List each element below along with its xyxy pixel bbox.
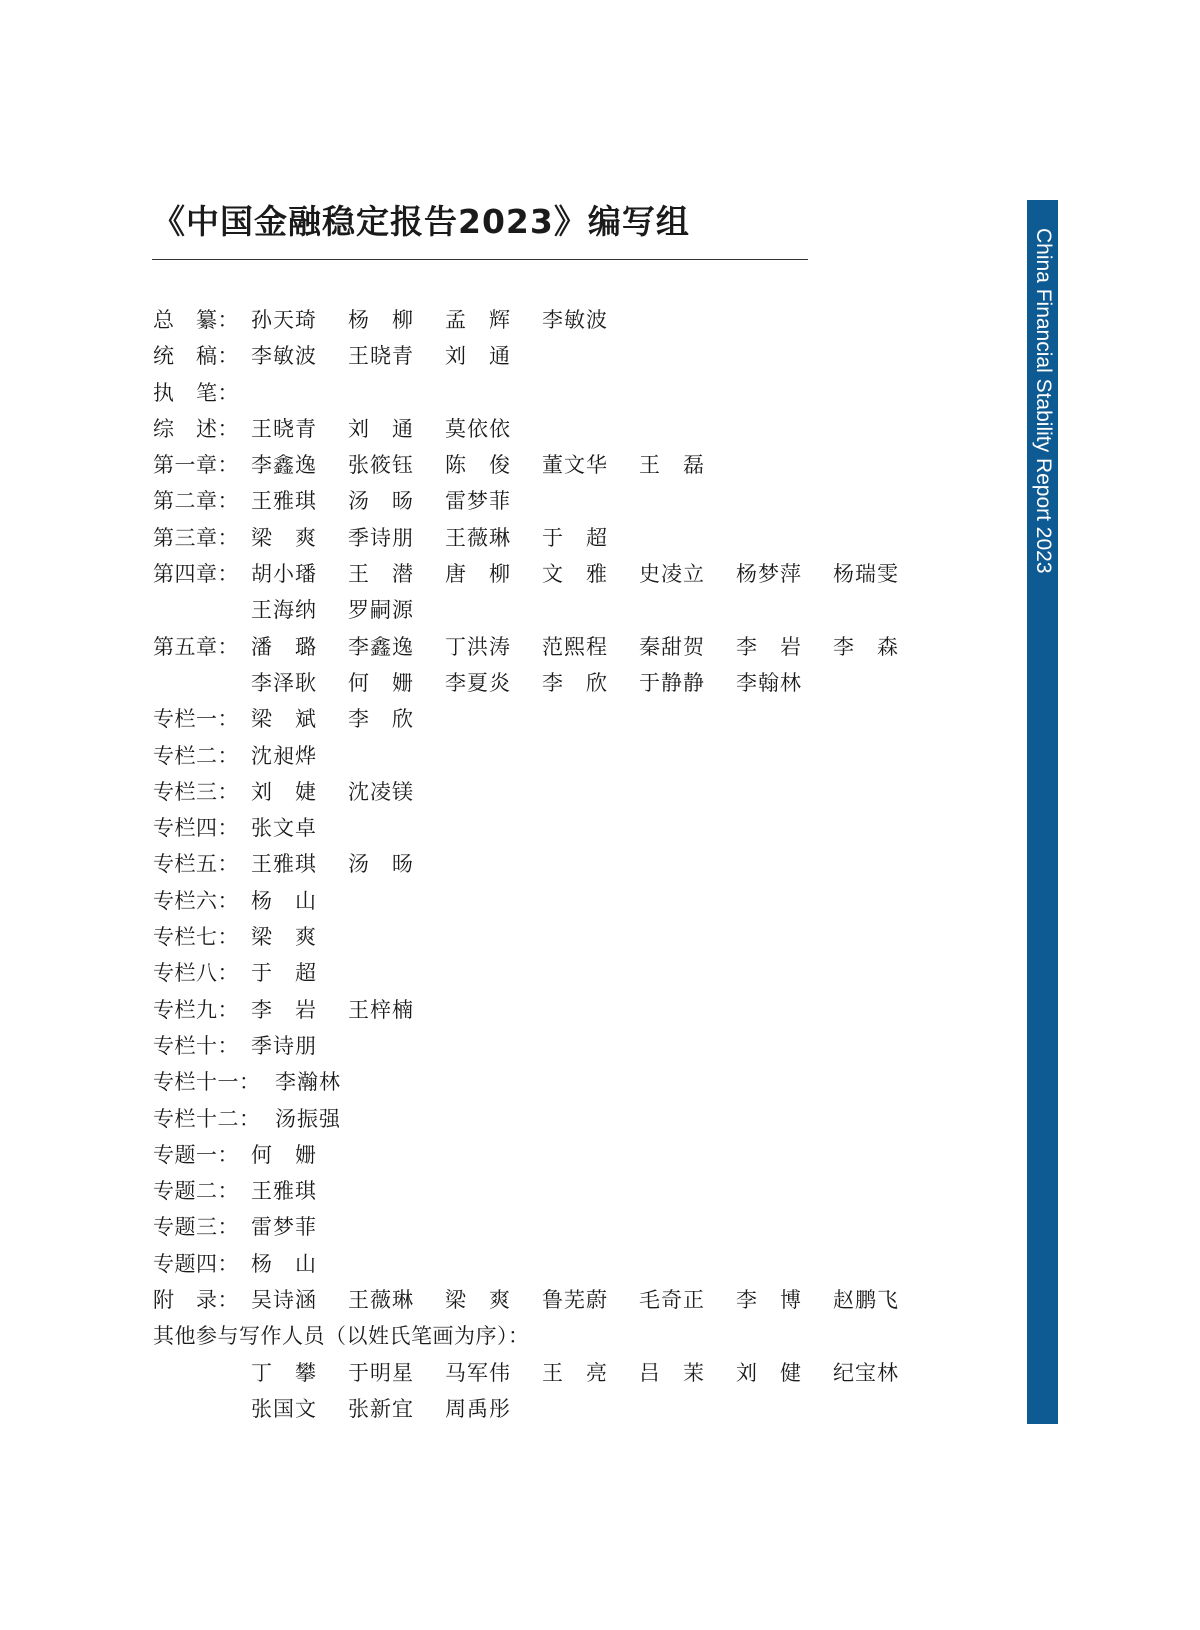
name-list [251, 302, 639, 338]
author-name: 罗嗣源 [348, 598, 414, 623]
name-list [251, 1355, 930, 1391]
author-name: 何 姗 [348, 670, 414, 695]
role-label: 其他参与写作人员（以姓氏笔画为序）： [153, 1324, 530, 1349]
name-list [251, 1282, 930, 1318]
name-list [251, 919, 348, 955]
author-name: 刘 健 [736, 1360, 802, 1385]
author-name: 杨瑞雯 [833, 562, 899, 587]
name-list [251, 520, 639, 556]
role-label: 专栏十二： [153, 1106, 261, 1131]
name-list [251, 1173, 348, 1209]
name-list [251, 955, 348, 991]
name-list [251, 1137, 348, 1173]
name-list [251, 1246, 348, 1282]
title-divider [152, 259, 808, 260]
name-list [251, 846, 445, 882]
role-label: 附 录： [153, 1288, 239, 1313]
author-name: 刘 通 [348, 416, 414, 441]
name-list [251, 556, 930, 592]
author-name: 刘 通 [445, 344, 511, 369]
author-name: 张筱钰 [348, 453, 414, 478]
name-list [275, 1101, 372, 1137]
role-label: 专题二： [153, 1179, 239, 1204]
role-label: 第五章： [153, 634, 239, 659]
author-name: 李敏波 [251, 344, 317, 369]
author-name: 唐 柳 [445, 562, 511, 587]
side-band-label: China Financial Stability Report 2023 [1032, 228, 1055, 574]
author-name: 董文华 [542, 453, 608, 478]
author-name: 沈凌镁 [348, 779, 414, 804]
author-name: 周禹彤 [445, 1396, 511, 1421]
author-name: 纪宝林 [833, 1360, 899, 1385]
name-list [251, 774, 445, 810]
author-name: 王晓青 [251, 416, 317, 441]
author-name: 李瀚林 [275, 1070, 341, 1095]
role-label: 综 述： [153, 416, 239, 441]
author-name: 史凌立 [639, 562, 705, 587]
name-list [251, 338, 542, 374]
author-name: 汤振强 [275, 1106, 341, 1131]
author-name: 马军伟 [445, 1360, 511, 1385]
author-name: 范熙程 [542, 634, 608, 659]
name-list [251, 883, 348, 919]
role-label: 执 笔： [153, 380, 239, 405]
author-name: 于静静 [639, 670, 705, 695]
name-list [251, 1028, 348, 1064]
role-label: 第三章： [153, 525, 239, 550]
name-list [251, 1391, 542, 1427]
role-label: 总 纂： [153, 308, 239, 332]
role-label: 专栏三： [153, 779, 239, 804]
role-label: 专题三： [153, 1215, 239, 1240]
author-name: 文 雅 [542, 562, 608, 587]
author-name: 李 博 [736, 1288, 802, 1313]
author-name: 张国文 [251, 1396, 317, 1421]
author-name: 李夏炎 [445, 670, 511, 695]
role-label: 第一章： [153, 453, 239, 478]
role-label: 专栏一： [153, 707, 239, 732]
author-name: 莫依依 [445, 416, 511, 441]
author-name: 季诗朋 [251, 1033, 317, 1058]
author-name: 吴诗涵 [251, 1288, 317, 1313]
author-name: 孟 辉 [445, 308, 511, 332]
role-label: 专栏十： [153, 1033, 239, 1058]
name-list [251, 629, 930, 665]
author-name: 杨 柳 [348, 308, 414, 332]
author-name: 王 潜 [348, 562, 414, 587]
name-list [275, 1064, 372, 1100]
author-name: 王雅琪 [251, 489, 317, 514]
name-list [251, 810, 348, 846]
author-name: 张新宜 [348, 1396, 414, 1421]
author-name: 于明星 [348, 1360, 414, 1385]
author-name: 孙天琦 [251, 308, 317, 332]
author-name: 刘 婕 [251, 779, 317, 804]
author-name: 赵鹏飞 [833, 1288, 899, 1313]
author-name: 王薇琳 [445, 525, 511, 550]
name-list [251, 701, 445, 737]
author-name: 梁 爽 [251, 925, 317, 950]
author-name: 丁洪涛 [445, 634, 511, 659]
author-name: 汤 旸 [348, 852, 414, 877]
author-name: 李鑫逸 [348, 634, 414, 659]
author-name: 李泽耿 [251, 670, 317, 695]
name-list [251, 592, 445, 628]
author-name: 王薇琳 [348, 1288, 414, 1313]
author-name: 王雅琪 [251, 1179, 317, 1204]
name-list [251, 738, 348, 774]
author-name: 王梓楠 [348, 997, 414, 1022]
author-name: 胡小璠 [251, 562, 317, 587]
author-name: 李 岩 [736, 634, 802, 659]
role-label: 专栏二： [153, 743, 239, 768]
author-name: 于 超 [542, 525, 608, 550]
author-name: 梁 爽 [251, 525, 317, 550]
author-name: 雷梦菲 [445, 489, 511, 514]
author-name: 王 亮 [542, 1360, 608, 1385]
author-name: 李 欣 [542, 670, 608, 695]
author-name: 王晓青 [348, 344, 414, 369]
author-name: 潘 璐 [251, 634, 317, 659]
author-name: 李鑫逸 [251, 453, 317, 478]
role-label: 专栏七： [153, 925, 239, 950]
author-name: 李翰林 [736, 670, 802, 695]
author-name: 梁 斌 [251, 707, 317, 732]
page-title: 《中国金融稳定报告2023》编写组 [152, 202, 690, 241]
author-name: 李 森 [833, 634, 899, 659]
role-label: 专题一： [153, 1142, 239, 1167]
role-label: 第二章： [153, 489, 239, 514]
author-name: 毛奇正 [639, 1288, 705, 1313]
name-list [251, 411, 542, 447]
author-name: 何 姗 [251, 1142, 317, 1167]
role-label: 统 稿： [153, 344, 239, 369]
author-name: 王 磊 [639, 453, 705, 478]
role-label: 专栏五： [153, 852, 239, 877]
role-label: 专栏六： [153, 888, 239, 913]
author-name: 鲁芜蔚 [542, 1288, 608, 1313]
role-label: 第四章： [153, 562, 239, 587]
author-name: 于 超 [251, 961, 317, 986]
name-list [251, 447, 736, 483]
author-name: 吕 茉 [639, 1360, 705, 1385]
author-name: 丁 攀 [251, 1360, 317, 1385]
author-name: 季诗朋 [348, 525, 414, 550]
name-list [251, 483, 542, 519]
author-name: 杨梦萍 [736, 562, 802, 587]
author-name: 王海纳 [251, 598, 317, 623]
author-name: 杨 山 [251, 1251, 317, 1276]
author-name: 李敏波 [542, 308, 608, 332]
author-name: 李 岩 [251, 997, 317, 1022]
role-label: 专栏四： [153, 816, 239, 841]
author-name: 汤 旸 [348, 489, 414, 514]
author-name: 梁 爽 [445, 1288, 511, 1313]
author-name: 雷梦菲 [251, 1215, 317, 1240]
author-name: 沈昶烨 [251, 743, 317, 768]
author-name: 王雅琪 [251, 852, 317, 877]
role-label: 专栏九： [153, 997, 239, 1022]
role-label: 专栏十一： [153, 1070, 261, 1095]
name-list [251, 992, 445, 1028]
author-name: 陈 俊 [445, 453, 511, 478]
role-label: 专题四： [153, 1251, 239, 1276]
name-list [251, 1209, 348, 1245]
author-name: 杨 山 [251, 888, 317, 913]
author-name: 秦甜贺 [639, 634, 705, 659]
author-name: 李 欣 [348, 707, 414, 732]
author-name: 张文卓 [251, 816, 317, 841]
name-list [251, 665, 833, 701]
role-label: 专栏八： [153, 961, 239, 986]
